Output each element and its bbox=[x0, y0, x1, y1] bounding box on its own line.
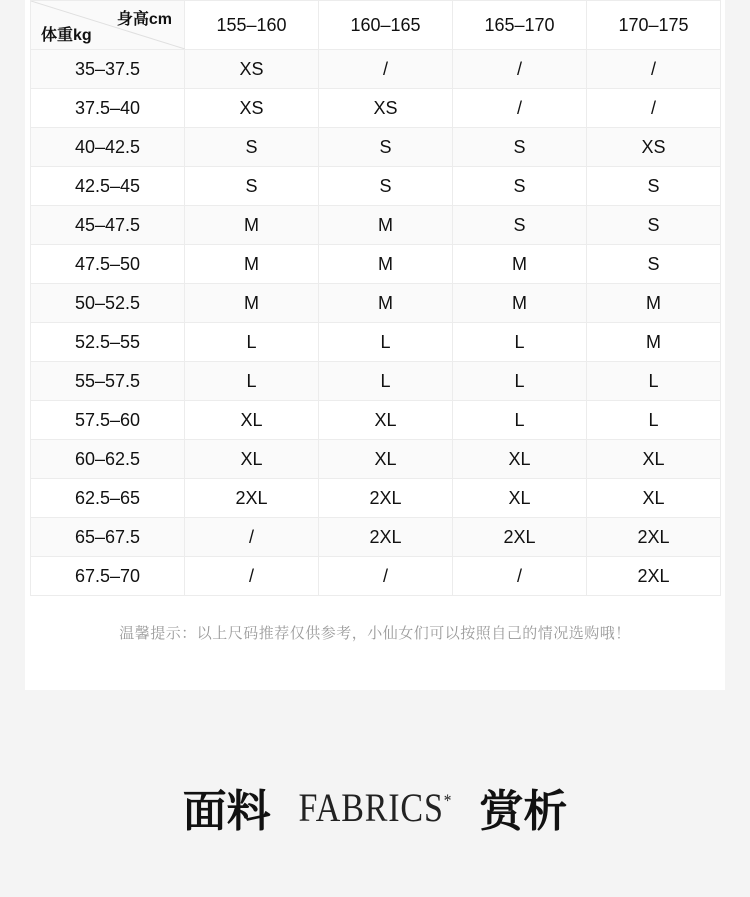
size-cell: L bbox=[453, 323, 587, 362]
size-cell: XS bbox=[185, 50, 319, 89]
size-cell: S bbox=[587, 206, 721, 245]
size-cell: L bbox=[319, 323, 453, 362]
size-table bbox=[30, 0, 721, 596]
size-cell: L bbox=[319, 362, 453, 401]
weight-range-cell: 47.5–50 bbox=[31, 245, 185, 284]
size-cell: XS bbox=[185, 89, 319, 128]
size-cell: M bbox=[587, 323, 721, 362]
size-row bbox=[31, 362, 721, 401]
size-cell: M bbox=[185, 206, 319, 245]
size-cell: / bbox=[587, 89, 721, 128]
section-title-mark: * bbox=[443, 790, 452, 811]
size-row bbox=[31, 440, 721, 479]
size-cell: M bbox=[319, 245, 453, 284]
size-cell: S bbox=[453, 206, 587, 245]
size-cell: / bbox=[185, 518, 319, 557]
corner-header-cell bbox=[31, 1, 185, 50]
weight-range-cell: 57.5–60 bbox=[31, 401, 185, 440]
size-cell: XL bbox=[185, 401, 319, 440]
size-row bbox=[31, 128, 721, 167]
size-row bbox=[31, 206, 721, 245]
size-cell: XL bbox=[453, 479, 587, 518]
height-column-header: 160–165 bbox=[319, 1, 453, 50]
weight-range-cell: 60–62.5 bbox=[31, 440, 185, 479]
header-row bbox=[31, 1, 721, 50]
size-row bbox=[31, 518, 721, 557]
height-column-header: 170–175 bbox=[587, 1, 721, 50]
size-row bbox=[31, 245, 721, 284]
size-row bbox=[31, 479, 721, 518]
size-cell: S bbox=[319, 128, 453, 167]
size-cell: S bbox=[185, 167, 319, 206]
section-title-left: 面料 bbox=[182, 786, 271, 837]
size-cell: XS bbox=[319, 89, 453, 128]
size-cell: S bbox=[453, 167, 587, 206]
size-cell: XL bbox=[319, 401, 453, 440]
size-cell: M bbox=[587, 284, 721, 323]
size-cell: 2XL bbox=[185, 479, 319, 518]
size-cell: 2XL bbox=[587, 557, 721, 596]
size-cell: / bbox=[587, 50, 721, 89]
weight-range-cell: 65–67.5 bbox=[31, 518, 185, 557]
size-cell: / bbox=[453, 557, 587, 596]
weight-range-cell: 45–47.5 bbox=[31, 206, 185, 245]
size-cell: S bbox=[587, 245, 721, 284]
size-cell: / bbox=[453, 89, 587, 128]
size-cell: L bbox=[453, 401, 587, 440]
size-cell: M bbox=[453, 284, 587, 323]
weight-range-cell: 67.5–70 bbox=[31, 557, 185, 596]
size-cell: 2XL bbox=[453, 518, 587, 557]
size-cell: L bbox=[185, 362, 319, 401]
weight-range-cell: 52.5–55 bbox=[31, 323, 185, 362]
size-cell: XL bbox=[587, 479, 721, 518]
section-title-english bbox=[298, 784, 452, 831]
size-cell: 2XL bbox=[319, 518, 453, 557]
weight-range-cell: 50–52.5 bbox=[31, 284, 185, 323]
weight-range-cell: 37.5–40 bbox=[31, 89, 185, 128]
size-cell: / bbox=[453, 50, 587, 89]
size-cell: XL bbox=[185, 440, 319, 479]
height-column-header: 155–160 bbox=[185, 1, 319, 50]
fabrics-section-title bbox=[0, 775, 750, 839]
size-cell: / bbox=[319, 50, 453, 89]
size-cell: / bbox=[185, 557, 319, 596]
weight-range-cell: 42.5–45 bbox=[31, 167, 185, 206]
section-title-english-word: FABRICS bbox=[298, 784, 444, 830]
size-row bbox=[31, 89, 721, 128]
size-row bbox=[31, 401, 721, 440]
size-cell: L bbox=[587, 401, 721, 440]
size-cell: M bbox=[319, 284, 453, 323]
size-cell: L bbox=[587, 362, 721, 401]
size-cell: S bbox=[185, 128, 319, 167]
size-cell: S bbox=[319, 167, 453, 206]
size-cell: 2XL bbox=[587, 518, 721, 557]
size-cell: XS bbox=[587, 128, 721, 167]
size-row bbox=[31, 167, 721, 206]
size-cell: XL bbox=[453, 440, 587, 479]
weight-range-cell: 62.5–65 bbox=[31, 479, 185, 518]
weight-range-cell: 55–57.5 bbox=[31, 362, 185, 401]
size-cell: 2XL bbox=[319, 479, 453, 518]
size-row bbox=[31, 557, 721, 596]
size-cell: L bbox=[185, 323, 319, 362]
size-cell: S bbox=[453, 128, 587, 167]
weight-range-cell: 40–42.5 bbox=[31, 128, 185, 167]
size-cell: XL bbox=[319, 440, 453, 479]
size-row bbox=[31, 284, 721, 323]
size-cell: L bbox=[453, 362, 587, 401]
size-chart-card bbox=[25, 0, 725, 690]
size-row bbox=[31, 323, 721, 362]
size-cell: M bbox=[453, 245, 587, 284]
size-tip-text: 温馨提示：以上尺码推荐仅供参考，小仙女们可以按照自己的情况选购哦！ bbox=[119, 624, 631, 642]
section-title-right: 赏析 bbox=[479, 786, 568, 837]
weight-range-cell: 35–37.5 bbox=[31, 50, 185, 89]
size-cell: M bbox=[185, 284, 319, 323]
height-column-header: 165–170 bbox=[453, 1, 587, 50]
size-cell: M bbox=[185, 245, 319, 284]
size-row bbox=[31, 50, 721, 89]
size-cell: XL bbox=[587, 440, 721, 479]
size-cell: M bbox=[319, 206, 453, 245]
size-cell: S bbox=[587, 167, 721, 206]
size-cell: / bbox=[319, 557, 453, 596]
weight-axis-label: 体重kg bbox=[41, 27, 92, 44]
height-axis-label: 身高cm bbox=[116, 11, 172, 28]
